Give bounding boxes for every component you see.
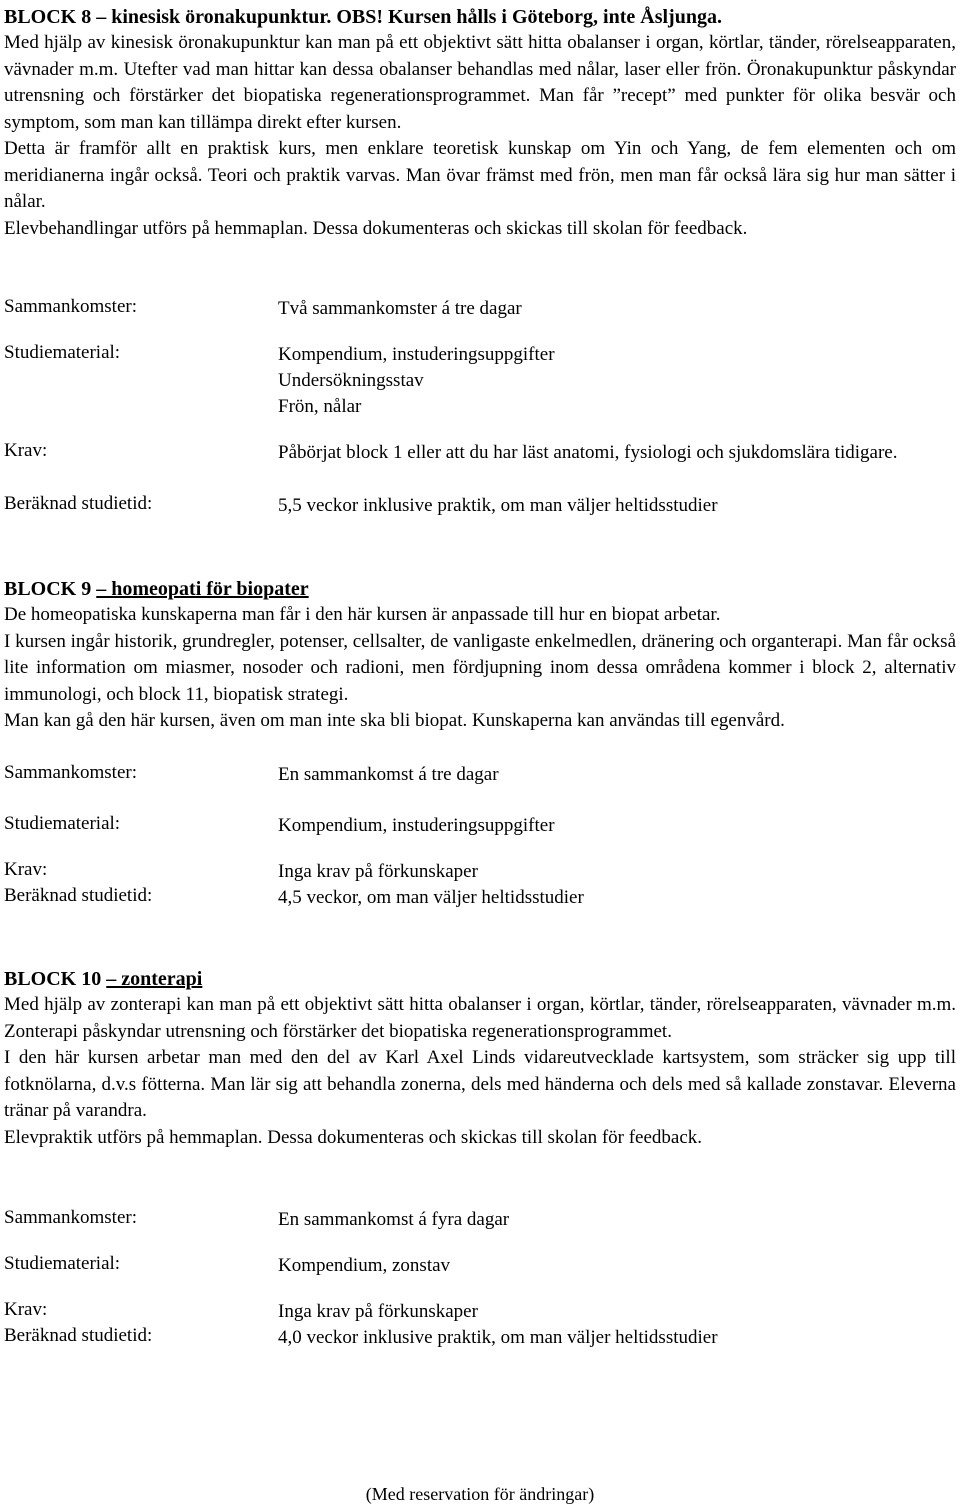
block-10-paragraph-1: Med hjälp av zonterapi kan man på ett objektivt sätt hitta obalanser i organ, körtlar, tänder, rörelseapparaten, vävnader m.m. Zonterapi påskyndar utrensning och förstärker det biopatiska regenerationsprogrammet. [4, 994, 956, 1042]
block-10-sammankomster: En sammankomst á fyra dagar [278, 1209, 510, 1230]
block-9-krav: Inga krav på förkunskaper [278, 861, 478, 882]
sammankomster-label: Sammankomster: [4, 762, 137, 783]
block-10-studiematerial: Kompendium, zonstav [278, 1255, 451, 1276]
block-10-info [4, 1207, 956, 1367]
block-8-paragraph-3: Elevbehandlingar utförs på hemmaplan. Dessa dokumenteras och skickas till skolan för feedback. [4, 217, 748, 239]
block-8-studiematerial-1: Kompendium, instuderingsuppgifter [278, 344, 555, 365]
block-9-title-prefix: BLOCK 9 [4, 578, 97, 600]
block-9-studietid: 4,5 veckor, om man väljer heltidsstudier [278, 887, 584, 908]
block-10 [4, 966, 956, 1151]
block-8-sammankomster: Två sammankomster á tre dagar [278, 298, 522, 319]
block-8-studiematerial-3: Frön, nålar [278, 396, 362, 417]
block-8-krav: Påbörjat block 1 eller att du har läst anatomi, fysiologi och sjukdomslära tidigare. [278, 442, 898, 463]
block-9-info [4, 762, 956, 922]
krav-label: Krav: [4, 440, 48, 461]
block-10-title-prefix: BLOCK 10 [4, 968, 107, 990]
block-10-paragraph-3: Elevpraktik utförs på hemmaplan. Dessa dokumenteras och skickas till skolan för feedback. [4, 1126, 703, 1148]
krav-label: Krav: [4, 859, 48, 880]
sammankomster-label: Sammankomster: [4, 1207, 137, 1228]
studietid-label: Beräknad studietid: [4, 493, 153, 514]
block-10-paragraph-2: I den här kursen arbetar man med den del av Karl Axel Linds vidareutvecklade kartsystem, som sträcker sig upp till fotknölarna, d.v.s fötterna. Man lär sig att behandla zonerna, dels med händerna och dels med så kallade zonstavar. Eleverna tränar på varandra. [4, 1047, 956, 1121]
block-9 [4, 576, 956, 735]
studiematerial-label: Studiematerial: [4, 813, 121, 834]
block-9-title-underlined: – homeopati för biopater [96, 578, 309, 600]
block-9-sammankomster: En sammankomst á tre dagar [278, 764, 499, 785]
studiematerial-label: Studiematerial: [4, 1253, 121, 1274]
block-9-paragraph-1: De homeopatiska kunskaperna man får i den här kursen är anpassade till hur en biopat arbetar. [4, 604, 721, 625]
block-10-title [4, 966, 956, 992]
block-10-krav: Inga krav på förkunskaper [278, 1301, 478, 1322]
block-8 [4, 4, 956, 242]
block-8-studietid: 5,5 veckor inklusive praktik, om man väljer heltidsstudier [278, 495, 718, 516]
block-9-studiematerial: Kompendium, instuderingsuppgifter [278, 815, 555, 836]
block-9-title [4, 576, 956, 602]
block-8-paragraph-1: Med hjälp av kinesisk öronakupunktur kan man på ett objektivt sätt hitta obalanser i organ, körtlar, tänder, rörelseapparaten, vävnader m.m. Utefter vad man hittar kan dessa obalanser behandlas med nålar, laser eller frön. Öronakupunktur påskyndar utrensning och förstärker det biopatiska regenerationsprogrammet. Man får ”recept” med punkter för olika besvär och symptom, som man kan tillämpa direkt efter kursen. [4, 32, 956, 133]
block-9-paragraph-2: I kursen ingår historik, grundregler, potenser, cellsalter, de vanligaste enkelmedlen, dränering och organterapi. Man får också lite information om miasmer, nosoder och radioni, men fördjupning inom dessa områdena kommer i block 2, alternativ immunologi, och block 11, biopatisk strategi. [4, 630, 956, 705]
studiematerial-label: Studiematerial: [4, 342, 121, 363]
studietid-label: Beräknad studietid: [4, 885, 153, 906]
block-10-studietid: 4,0 veckor inklusive praktik, om man väljer heltidsstudier [278, 1327, 718, 1348]
studietid-label: Beräknad studietid: [4, 1325, 153, 1346]
block-8-title: BLOCK 8 – kinesisk öronakupunktur. OBS! Kursen hålls i Göteborg, inte Åsljunga. [4, 6, 722, 28]
sammankomster-label: Sammankomster: [4, 296, 137, 317]
block-8-studiematerial-2: Undersökningsstav [278, 370, 424, 391]
block-8-info [4, 296, 956, 526]
block-10-title-underlined: – zonterapi [106, 968, 203, 990]
krav-label: Krav: [4, 1299, 48, 1320]
footer-note: (Med reservation för ändringar) [365, 1484, 595, 1504]
block-8-paragraph-2: Detta är framför allt en praktisk kurs, men enklare teoretisk kunskap om Yin och Yang, de fem elementen och om meridianerna ingår också. Teori och praktik varvas. Man övar främst med frön, men man får också lära sig hur man sätter i nålar. [4, 138, 956, 212]
block-9-paragraph-3: Man kan gå den här kursen, även om man inte ska bli biopat. Kunskaperna kan användas till egenvård. [4, 710, 785, 731]
